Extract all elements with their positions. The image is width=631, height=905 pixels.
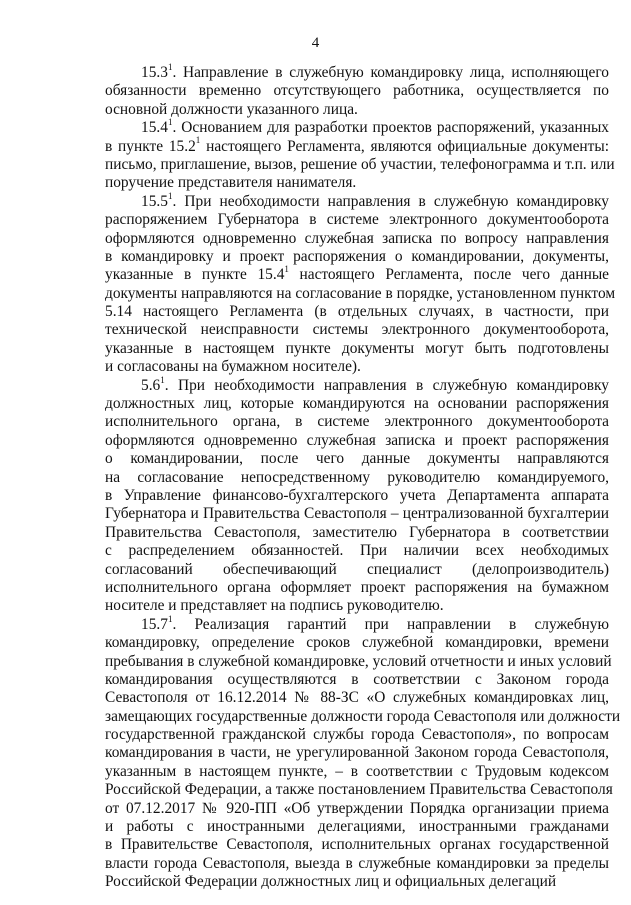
text-line: власти города Севастополя, выезда в служебные командировки за пределы	[105, 854, 609, 872]
text-line: оформляются одновременно служебная записка и проект распоряжения	[105, 431, 609, 449]
text-line: Российской Федерации должностных лиц и официальных делегаций	[105, 873, 557, 891]
text-line: указанным в настоящем пункте, – в соответствии с Трудовым кодексом	[105, 762, 609, 780]
text-line: согласований обеспечивающий специалист (делопроизводитель)	[105, 560, 609, 578]
paragraph-p15-4	[105, 117, 615, 193]
text-line: о командировании, после чего данные документы направляются	[105, 450, 609, 468]
text-line: оформляются одновременно служебная записка по вопросу направления	[105, 229, 609, 247]
document-body	[105, 61, 621, 892]
text-line: на согласование непосредственному руководителю командируемого,	[105, 468, 609, 486]
page-number: 4	[311, 35, 320, 51]
text-line: в Правительстве Севастополя, исполнительных органах государственной	[105, 836, 609, 854]
text-line: 15.5$^1$. При необходимости направления в служебную командировку	[141, 190, 609, 210]
text-line: должностных лиц, которые командируются на основании распоряжения	[105, 395, 609, 413]
text-line: документы направляются на согласование в порядке, установленном пунктом	[105, 284, 616, 302]
paragraph-p15-3	[105, 61, 609, 119]
text-line: командировку, определение сроков служебной командировки, времени	[105, 634, 609, 652]
text-line: основной должности указанного лица.	[105, 100, 358, 118]
paragraph-p15-7	[105, 613, 621, 892]
text-line: государственной гражданской службы города Севастополя», по вопросам	[105, 726, 609, 744]
text-line: Губернатора и Правительства Севастополя – централизованной бухгалтерии	[105, 505, 609, 523]
text-line: с распределением обязанностей. При наличии всех необходимых	[105, 542, 609, 560]
text-line: 15.3$^1$. Направление в служебную командировку лица, исполняющего	[141, 61, 609, 81]
text-line: $5.6^1$. При необходимости направления в служебную командировку	[141, 374, 609, 394]
text-line: Российской Федерации, а также постановлением Правительства Севастополя	[105, 781, 613, 799]
paragraph-p15-5	[105, 190, 616, 377]
text-line: 15.4$^1$. Основанием для разработки проектов распоряжений, указанных	[141, 117, 609, 137]
text-line: технической неисправности системы электронного документооборота,	[105, 321, 609, 339]
text-line: обязанности временно отсутствующего работника, осуществляется по	[105, 82, 609, 100]
text-line: пребывания в служебной командировке, условий отчетности и иных условий	[105, 652, 612, 670]
text-line: письмо, приглашение, вызов, решение об участии, телефонограмма и т.п. или	[105, 155, 615, 173]
text-line: 15.7$^1$. Реализация гарантий при направлении в служебную	[141, 613, 609, 633]
text-line: от 07.12.2017 № 920-ПП «Об утверждении Порядка организации приема	[105, 799, 609, 817]
text-line: командирования в части, не урегулированной Законом города Севастополя,	[105, 744, 609, 762]
text-line: Севастополя от 16.12.2014 № 88-ЗС «О служебных командировках лиц,	[105, 689, 609, 707]
text-line: указанные в пункте 15.4$^1$ настоящего Регламента, после чего данные	[105, 264, 609, 284]
text-line: в командировку и проект распоряжения о командировании, документы,	[105, 247, 609, 265]
text-line: 5.14 настоящего Регламента (в отдельных случаях, в частности, при	[105, 303, 609, 321]
text-line: замещающих государственные должности города Севастополя или должности	[105, 707, 621, 725]
text-line: исполнительного органа оформляет проект распоряжения на бумажном	[105, 578, 609, 596]
text-line: исполнительного органа, в системе электронного документооборота	[105, 413, 609, 431]
text-line: распоряжением Губернатора в системе электронного документооборота	[105, 211, 609, 229]
text-line: носителе и представляет на подпись руководителю.	[105, 597, 444, 615]
text-line: и работы с иностранными делегациями, иностранными гражданами	[105, 818, 609, 836]
text-line: в Управление финансово-бухгалтерского учета Департамента аппарата	[105, 486, 609, 504]
text-line: поручение представителя нанимателя.	[105, 174, 357, 192]
text-line: указанные в настоящем пункте документы могут быть подготовлены	[105, 339, 609, 357]
paragraph-p5-6	[105, 374, 609, 616]
text-line: в пункте 15.2$^1$ настоящего Регламента, являются официальные документы:	[105, 135, 609, 155]
text-line: Правительства Севастополя, заместителю Губернатора в соответствии	[105, 523, 609, 541]
text-line: командирования осуществляются в соответствии с Законом города	[105, 670, 609, 688]
text-line: и согласованы на бумажном носителе).	[105, 358, 361, 376]
